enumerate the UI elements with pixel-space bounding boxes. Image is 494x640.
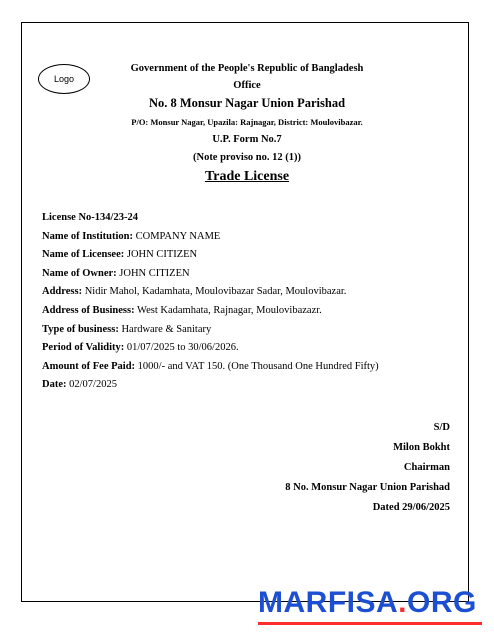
field-value: JOHN CITIZEN (126, 249, 198, 261)
header-office: Office (233, 80, 261, 91)
watermark-dot: . (398, 586, 407, 619)
field-business-address (42, 302, 462, 321)
field-value: 02/07/2025 (69, 379, 117, 391)
field-label: Period of Validity: (42, 342, 125, 354)
signatory-name: Milon Bokht (393, 442, 450, 453)
field-label: Type of business: (42, 323, 119, 335)
field-label: Address of Business: (42, 304, 135, 316)
field-institution (42, 228, 462, 247)
field-label: Name of Licensee: (42, 249, 125, 261)
watermark-left: MARFISA (258, 586, 399, 619)
document-title: Trade License (204, 169, 290, 184)
field-validity (42, 339, 462, 358)
logo-label: Logo (53, 74, 75, 84)
signatory-office: 8 No. Monsur Nagar Union Parishad (285, 482, 450, 493)
signature-sd: S/D (433, 422, 450, 433)
field-label: License No-134/23-24 (42, 212, 138, 223)
field-address (42, 283, 462, 302)
watermark-right: ORG (407, 586, 477, 619)
license-fields (42, 209, 462, 395)
field-value: 01/07/2025 to 30/06/2026. (126, 342, 239, 354)
field-label: Name of Institution: (42, 230, 133, 242)
signature-date: Dated 29/06/2025 (372, 502, 450, 513)
header-union-parishad: No. 8 Monsur Nagar Union Parishad (148, 96, 346, 110)
field-value: Nidir Mahol, Kadamhata, Moulovibazar Sadar, Moulovibazar. (84, 286, 347, 298)
field-value: COMPANY NAME (135, 230, 221, 242)
field-licensee (42, 246, 462, 265)
field-value: JOHN CITIZEN (119, 267, 190, 279)
watermark (258, 586, 477, 620)
field-value: 1000/- and VAT 150. (One Thousand One Hundred Fifty) (137, 360, 379, 372)
watermark-underline (258, 622, 482, 625)
field-label: Address: (42, 286, 83, 298)
signature-block (285, 418, 450, 518)
field-label: Name of Owner: (42, 267, 117, 279)
header-address: P/O: Monsur Nagar, Upazila: Rajnagar, District: Moulovibazar. (131, 117, 363, 127)
header-form-no: U.P. Form No.7 (212, 134, 282, 145)
signatory-role: Chairman (403, 462, 450, 473)
field-value: Hardware & Sanitary (121, 323, 212, 335)
field-license-no (42, 209, 462, 228)
field-business-type (42, 321, 462, 340)
header-government: Government of the People's Republic of Bangladesh (130, 63, 364, 74)
field-fee-paid (42, 358, 462, 377)
field-label: Date: (42, 379, 67, 391)
field-owner (42, 265, 462, 284)
field-date (42, 376, 462, 395)
header-note-proviso: (Note proviso no. 12 (1)) (192, 152, 301, 163)
field-value: West Kadamhata, Rajnagar, Moulovibazazr. (137, 304, 322, 316)
field-label: Amount of Fee Paid: (42, 360, 136, 372)
